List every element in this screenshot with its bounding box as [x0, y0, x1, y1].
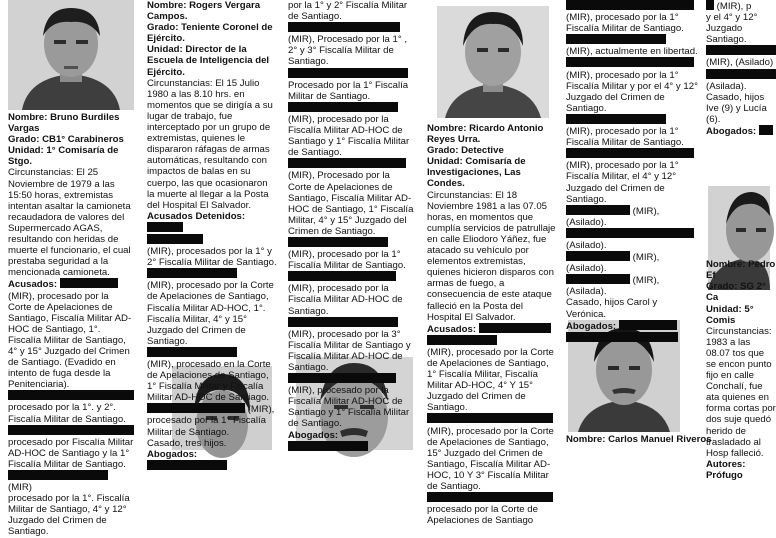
accused-entry: (MIR), procesado por la Fiscalía Militar AD-HOC de Santiago y 1° Fiscalía Militar de Santiago.	[288, 385, 410, 430]
victim-rank: Grado: Detective	[427, 145, 504, 157]
circumstances: Circunstancias: El 18 Noviembre 1981 a las 07.05 horas, en momentos que cumplía servicios de patrullaje en calle Eliodoro Yáñez, fue atacado su vehículo por elementos extremistas, quienes hicieron disparos con armas de fuego, a consecuencia de este ataque falleció en la Posta del Hospital El Salvador.	[427, 189, 556, 323]
accused-entry: Procesado por la 1° Fiscalía Militar de Santiago.	[288, 79, 409, 102]
redaction-line	[147, 234, 277, 246]
victim-unit: Unidad: Comisaría de Investigaciones, Las Condes.	[427, 156, 526, 190]
accused-entry: procesado por la 1°. Fiscalía Militar de Santiago, 4° y 12° Juzgado del Crimen de Santiago.	[8, 493, 130, 538]
accused-entry: (MIR), (Asilado)	[706, 57, 774, 69]
redaction-line	[566, 34, 698, 46]
redaction-line	[288, 158, 415, 170]
redaction-line	[427, 335, 559, 347]
lawyers: Abogados:	[706, 125, 776, 137]
accused-entry: (MIR), procesado por la Fiscalía Militar AD-HOC de Santiago y 1° Fiscalía Militar de Santiago.	[288, 113, 410, 159]
victim-unit: Unidad: Director de la Escuela de Inteligencia del Ejército.	[147, 44, 270, 78]
accused-entry: procesado por la 1°. y 2°. Fiscalía Militar de Santiago.	[8, 402, 126, 425]
accused-entry: (MIR), procesados por la 1° y 2° Fiscalía Militar de Santiago.	[147, 246, 277, 269]
accused-entry: (MIR), (Asilada).	[566, 275, 660, 298]
accused-entry: (MIR), p	[706, 0, 776, 12]
accused-entry: (MIR), procesado por la Fiscalía Militar AD-HOC de Santiago.	[288, 283, 403, 317]
lawyers: Abogados:	[566, 320, 698, 332]
accused-heading: Acusados:	[427, 323, 559, 335]
accused-entry: (MIR), procesado en la Corte de Apelaciones de Santiago, 1° Fiscalía Militar y Fiscalía Militar AD-HOC de Santiago.	[147, 359, 271, 404]
marital-status: Casado, hijos Carol y Verónica.	[566, 297, 658, 320]
redaction-line	[288, 68, 415, 80]
accused-entry: (MIR),	[147, 403, 277, 415]
redaction-line	[566, 228, 698, 240]
lawyers: Abogados:	[288, 430, 415, 453]
redaction-line	[706, 69, 776, 81]
column-pedro	[706, 0, 776, 481]
redaction-line	[288, 237, 415, 249]
accused-entry: (MIR), procesado por la 1° Fiscalía Militar y por el 4° y 12° Juzgado del Crimen de Santiago.	[566, 69, 698, 114]
accused-entry: (MIR), (Asilado).	[566, 252, 660, 275]
circumstances: Circunstancias: El 25 Noviembre de 1979 a las 15:50 horas, extremistas intentan asaltar la camioneta recaudadora de valores del Supermercado AGAS, resultando con heridas de muerte el funcionario, el cual prestaba seguridad a la mencionada camioneta.	[8, 167, 131, 279]
redaction-line	[566, 0, 698, 12]
column-continued-accused	[288, 0, 415, 453]
accused-entry: (MIR), procesado por la Corte de Apelaciones de Santiago, 15° Juzgado del Crimen de Santiago, Fiscalía Militar AD-HOC, 10 Y 3° Fiscalía Militar de Santiago.	[427, 425, 554, 492]
accused-entry: (MIR), Procesado por la 1° , 2° y 3° Fiscalía Militar de Santiago.	[288, 34, 408, 68]
redaction-line	[427, 413, 559, 425]
victim-rank: Grado: CB1° Carabineros	[8, 134, 124, 146]
accused-entry: (MIR), procesado por la 1° Fiscalía Militar de Santiago.	[566, 126, 684, 149]
marital-status: Casado, hijos Ive (9) y Lucía (6).	[706, 91, 767, 125]
photo-bruno-burdiles	[8, 0, 134, 110]
victim-name: Nombre: Carlos Manuel Riveros	[566, 434, 712, 445]
redaction-line	[288, 373, 415, 385]
circumstances: Circunstancias: 1983 a las 08.07 tos que se encon punto fijo en calle Conchalí, fue ata quienes en forma cortas por dos suje quedó herido de trasladado al Hosp falleció.	[706, 325, 776, 459]
accused-entry: (Asilado).	[566, 239, 607, 251]
photo-ricardo-reyes	[437, 6, 549, 118]
accused-entry: (MIR), procesado por la 1° Fiscalía Militar, el 4° y 12° Juzgado del Crimen de Santiago.	[566, 160, 679, 205]
marital-status: Casado, tres hijos.	[147, 437, 227, 449]
redaction-line	[288, 102, 415, 114]
redaction-line	[706, 45, 776, 57]
redaction-line	[288, 271, 415, 283]
redaction-line	[566, 332, 698, 344]
column-rogers-vergara	[147, 0, 277, 472]
redaction-line	[147, 347, 277, 359]
victim-name: Nombre: Pedro Ef	[706, 259, 776, 282]
redaction-line	[8, 390, 134, 402]
accused-entry: (MIR), procesado por la 1° Fiscalía Militar de Santiago.	[288, 249, 406, 272]
victim-unit: Unidad: 5° Comis	[706, 303, 754, 326]
authors: Autores: Prófugo	[706, 458, 746, 481]
accused-entry: (MIR), procesado por la Corte de Apelaciones de Santiago, Fiscalía Militar AD-HOC, 1°. Fiscalía Militar, 4° y 15° Juzgado del Crimen de Santiago.	[147, 280, 274, 347]
accused-entry: y el 4° y 12° Juzgado	[706, 12, 758, 35]
accused-entry: procesado por Fiscalía Militar AD-HOC de Santiago y la 1° Fiscalía Militar de Santiago.	[8, 436, 134, 470]
accused-entry: (MIR), procesado por la 1° Fiscalía Militar de Santiago.	[566, 12, 684, 35]
victim-name: Nombre: Bruno Burdiles Vargas	[8, 112, 120, 135]
victim-rank: Grado: SG 2° Ca	[706, 281, 766, 304]
accused-entry: (MIR), procesado por la Corte de Apelaciones de Santiago, 1° Fiscalía Militar, Fiscalía Militar AD-HOC, 4° Y 15° Juzgado del Crimen de Santiago.	[427, 346, 554, 414]
accused-entry: (MIR), actualmente en libertad.	[566, 46, 698, 58]
accused-entry: (MIR)	[8, 470, 134, 493]
victim-unit: Unidad: 1° Comisaría de Stgo.	[8, 145, 119, 168]
redaction-line	[566, 114, 698, 126]
accused-entry: (MIR), (Asilado).	[566, 205, 660, 228]
redaction-line	[566, 148, 698, 160]
accused-entry: (MIR), procesado por la 3° Fiscalía Militar de Santiago y Fiscalía Militar AD-HOC de Santiago.	[288, 328, 411, 373]
redaction	[60, 278, 118, 288]
redaction-line	[427, 492, 559, 504]
redaction-line	[566, 57, 698, 69]
victim-name: Nombre: Ricardo Antonio Reyes Urra.	[427, 123, 544, 146]
redaction-line	[147, 268, 277, 280]
redaction-line	[288, 317, 415, 329]
accused-entry: (Asilada).	[706, 80, 747, 92]
accused-entry: procesado por la 1° Fiscalía Militar de Santiago.	[147, 415, 267, 438]
accused-entry: por la 1° y 2° Fiscalía Militar de Santiago.	[288, 0, 408, 23]
redaction-line	[288, 22, 415, 34]
circumstances: Circunstancias: El 15 Julio 1980 a las 8.10 hrs. en momentos que se dirigía a su lugar de trabajo, fue interceptado por un grupo de extremistas, quienes le dispararon ráfagas de armas automáticas, resultando con impactos de balas en su cuerpo, las que ocasionaron la muerte al llegar a la Posta del Hospital El Salvador.	[147, 77, 273, 211]
accused-heading: Acusados:	[8, 278, 134, 290]
column-bruno-burdiles	[8, 112, 134, 538]
column-continued-accused-2	[566, 0, 712, 445]
accused-entry: (MIR), procesado por la Corte de Apelaciones de Santiago, Fiscalía Militar AD-HOC de Santiago, 1°. Fiscalía Militar de Santiago, 4° y 15° Juzgado del Crimen de Santiago. (Evadido en intento de fuga desde la Penitenciaria).	[8, 290, 132, 391]
victim-rank: Grado: Teniente Coronel de Ejército.	[147, 22, 273, 45]
accused-entry: Santiago.	[706, 34, 747, 46]
accused-heading: Acusados Detenidos:	[147, 211, 277, 234]
victim-name: Nombre: Rogers Vergara Campos.	[147, 0, 261, 23]
accused-entry: procesado por la Corte de Apelaciones de Santiago	[427, 504, 538, 527]
column-ricardo-reyes	[427, 123, 559, 526]
redaction-line	[8, 425, 134, 437]
lawyers: Abogados:	[147, 449, 277, 472]
accused-entry: (MIR), Procesado por la Corte de Apelaciones de Santiago, Fiscalía Militar AD-HOC de Santiago, 1° Fiscalía Militar, 4° y 15° Juzgado del Crimen de Santiago.	[288, 170, 414, 237]
